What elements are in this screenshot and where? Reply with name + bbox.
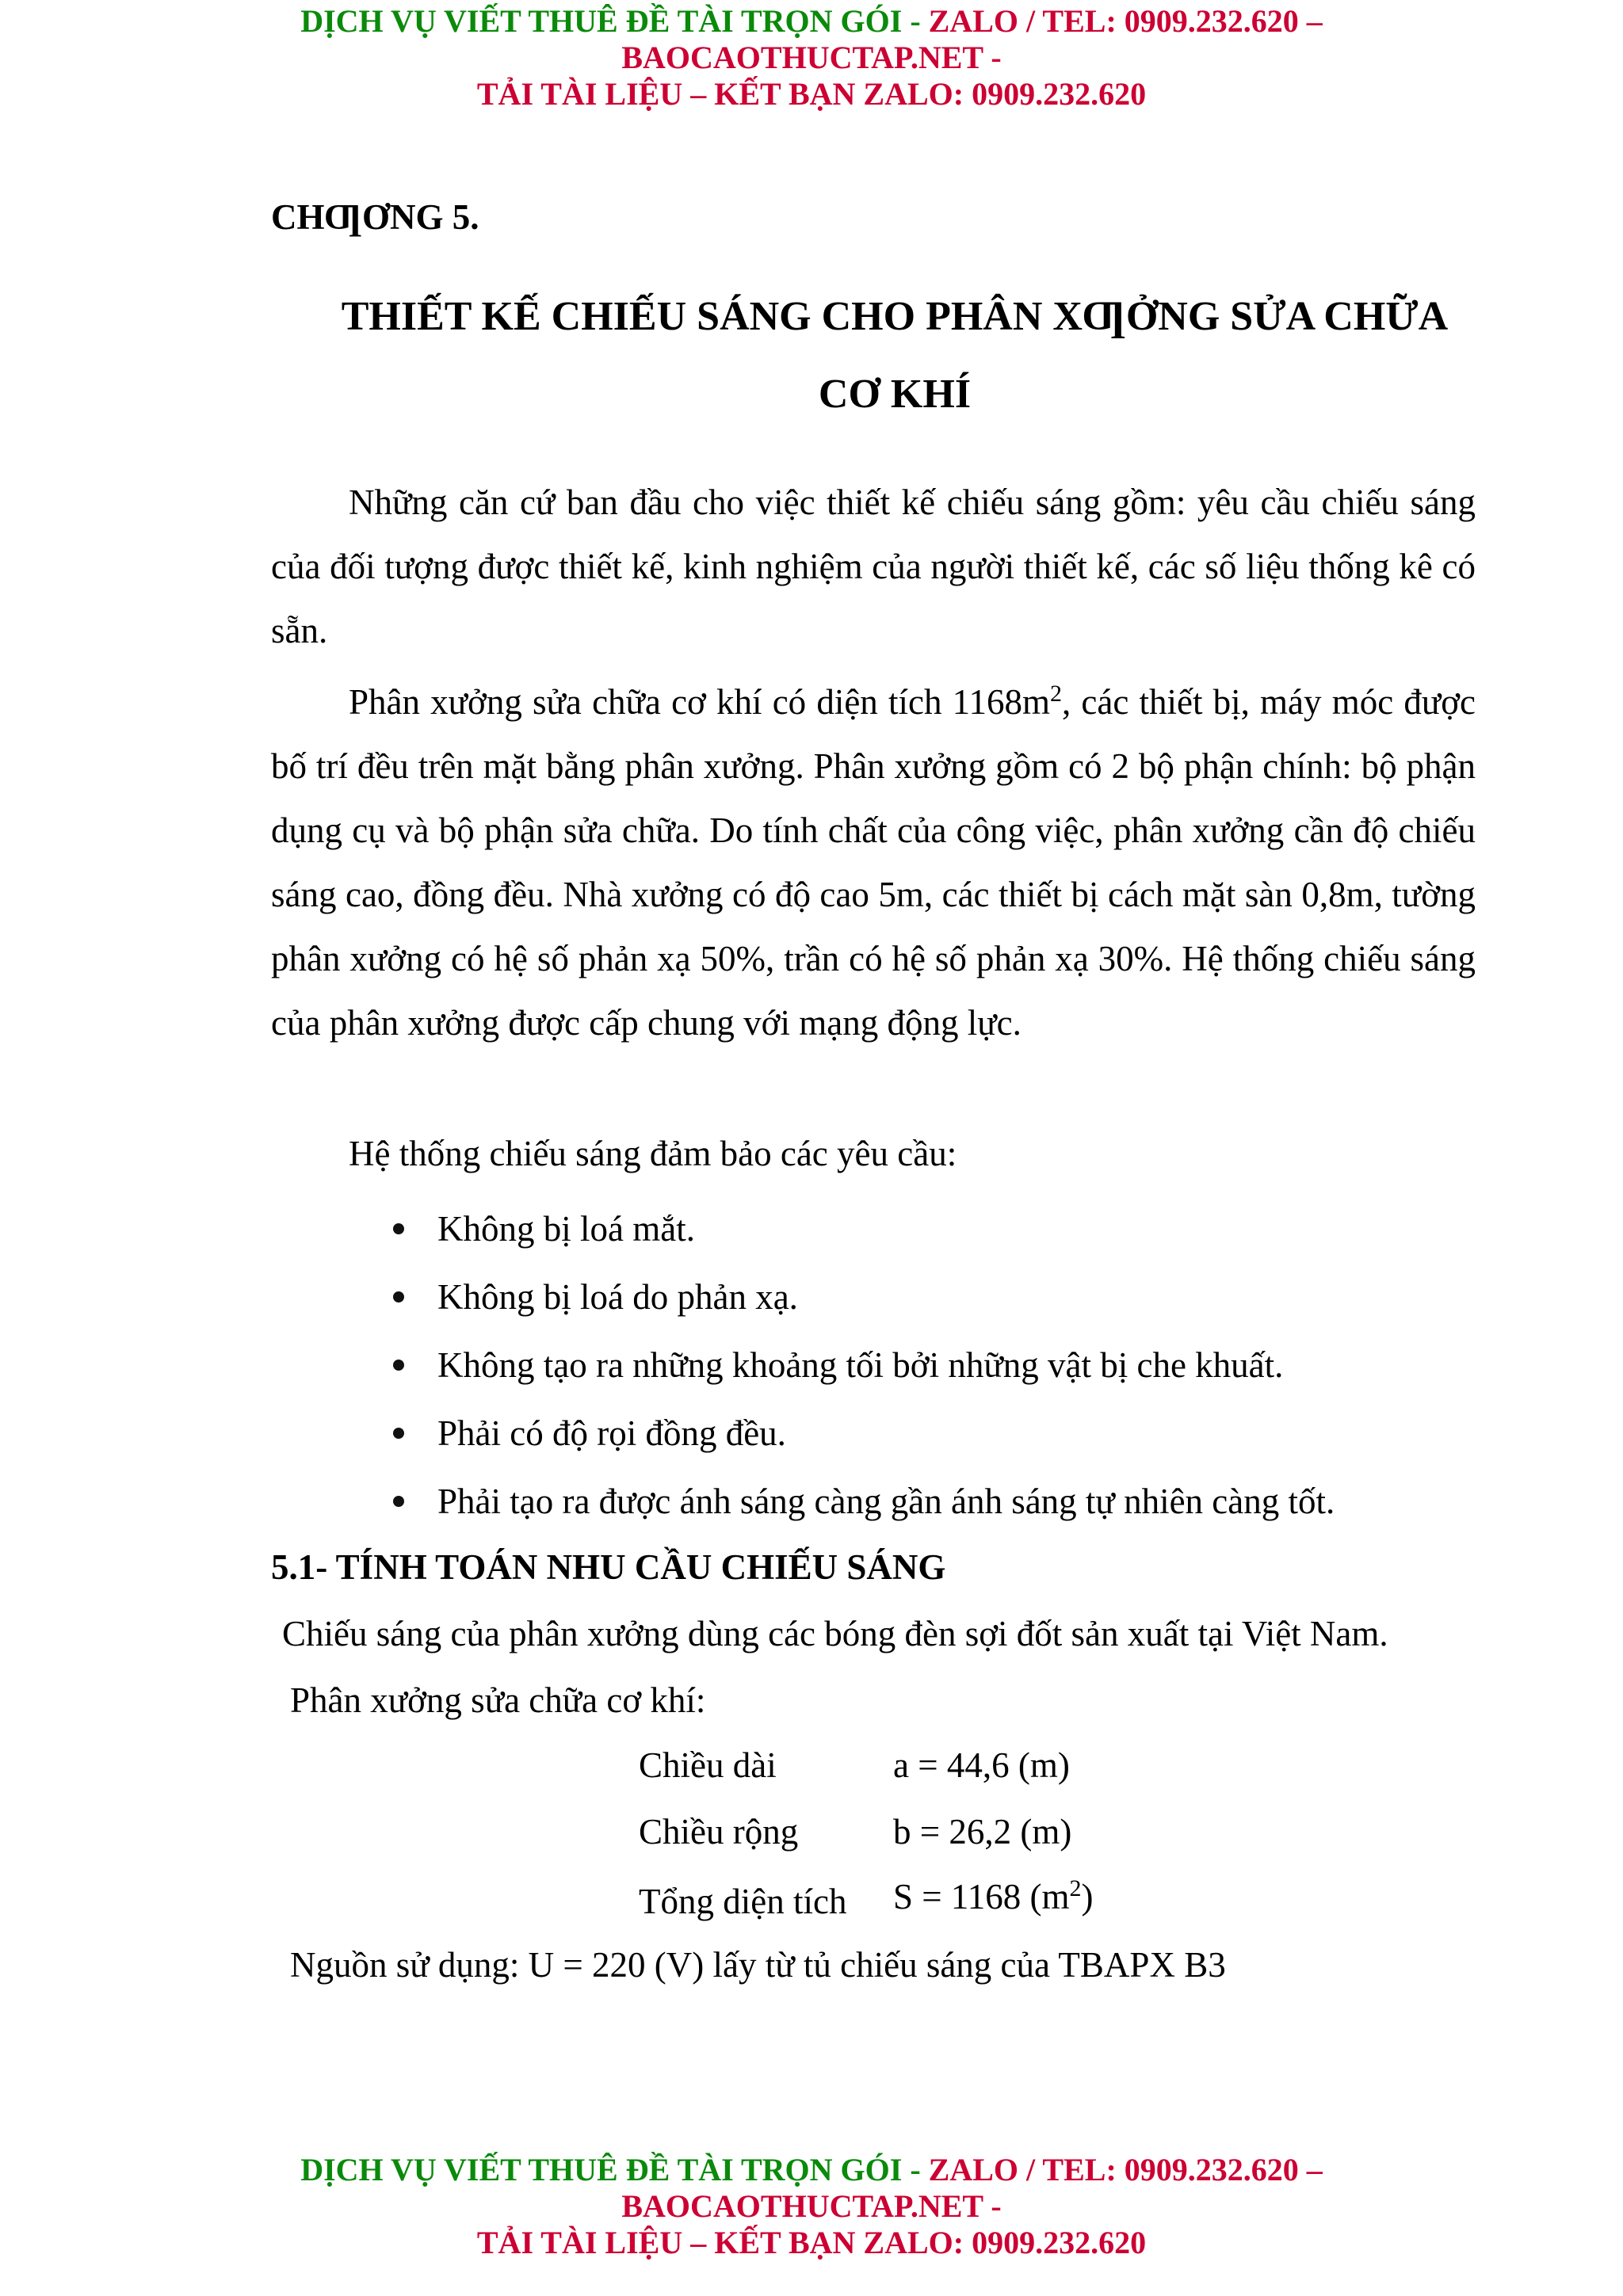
power-source-sentence: Nguồn sử dụng: U = 220 (V) lấy từ tủ chiếu sáng của TBAPX B3 (290, 1945, 1226, 1985)
chapter-title-line-2: CƠ KHÍ (818, 372, 972, 417)
lighting-source-sentence: Chiếu sáng của phân xưởng dùng các bóng đèn sợi đốt sản xuất tại Việt Nam. (282, 1614, 1388, 1653)
requirement-text: Không bị loá do phản xạ. (437, 1277, 798, 1317)
banner-website: BAOCAOTHUCTAP.NET - (621, 40, 1002, 75)
requirement-text: Không tạo ra những khoảng tối bởi những vật bị che khuất. (437, 1345, 1284, 1385)
bullet-icon (393, 1360, 404, 1371)
header-banner (0, 3, 1623, 113)
list-item (388, 1399, 1335, 1467)
banner-download-text: TẢI TÀI LIỆU – KẾT BẠN ZALO: 0909.232.620 (476, 76, 1147, 112)
list-item (388, 1331, 1335, 1399)
banner-website: BAOCAOTHUCTAP.NET - (621, 2188, 1002, 2224)
banner-contact-text: ZALO / TEL: 0909.232.620 – (920, 2152, 1323, 2187)
bullet-icon (393, 1496, 404, 1507)
requirement-text: Không bị loá mắt. (437, 1209, 695, 1249)
workshop-text-rest: , các thiết bị, máy móc được bố trí đều trên mặt bằng phân xưởng. Phân xưởng gồm có 2 bộ phận chính: bộ phận dụng cụ và bộ phận sửa chữa. Do tính chất của công việc, phân xưởng cần độ chiếu sáng cao, đồng đều. Nhà xưởng có độ cao 5m, các thiết bị cách mặt sàn 0,8m, tường phân xưởng có hệ số phản xạ 50%, trần có hệ số phản xạ 30%. Hệ thống chiếu sáng của phân xưởng được cấp chung với mạng động lực. (271, 682, 1476, 1043)
requirement-text: Phải tạo ra được ánh sáng càng gần ánh sáng tự nhiên càng tốt. (437, 1482, 1335, 1521)
banner-download-text: TẢI TÀI LIỆU – KẾT BẠN ZALO: 0909.232.620 (476, 2225, 1147, 2260)
workshop-label: Phân xưởng sửa chữa cơ khí: (290, 1680, 706, 1720)
area-value (893, 1876, 1093, 1917)
length-value: a = 44,6 (m) (893, 1745, 1070, 1785)
list-item (388, 1195, 1335, 1263)
workshop-text-start: Phân xưởng sửa chữa cơ khí có diện tích 1168m (349, 682, 1050, 722)
chapter-label: CHƢƠNG 5. (271, 197, 479, 237)
bullet-icon (393, 1291, 404, 1302)
footer-banner (0, 2152, 1623, 2261)
intro-paragraph: Những căn cứ ban đầu cho việc thiết kế chiếu sáng gồm: yêu cầu chiếu sáng của đối tượng được thiết kế, kinh nghiệm của người thiết kế, các số liệu thống kê có sẵn. (271, 482, 1476, 650)
list-item (388, 1263, 1335, 1331)
requirements-intro: Hệ thống chiếu sáng đảm bảo các yêu cầu: (349, 1134, 957, 1173)
banner-contact-text: ZALO / TEL: 0909.232.620 – (920, 3, 1323, 39)
banner-line-1 (0, 3, 1623, 40)
bullet-icon (393, 1223, 404, 1234)
banner-line-1 (0, 2152, 1623, 2188)
bullet-icon (393, 1428, 404, 1439)
length-label: Chiều dài (639, 1745, 777, 1785)
list-item (388, 1467, 1335, 1535)
requirements-list (388, 1195, 1335, 1535)
banner-service-text: DỊCH VỤ VIẾT THUÊ ĐỀ TÀI TRỌN GÓI - (300, 2152, 921, 2187)
area-superscript: 2 (1049, 681, 1062, 707)
area-unit-superscript: 2 (1069, 1875, 1082, 1901)
width-label: Chiều rộng (639, 1812, 799, 1852)
banner-service-text: DỊCH VỤ VIẾT THUÊ ĐỀ TÀI TRỌN GÓI - (300, 3, 921, 39)
area-value-text: S = 1168 (m (893, 1877, 1070, 1917)
area-label: Tổng diện tích (639, 1882, 847, 1921)
requirement-text: Phải có độ rọi đồng đều. (437, 1413, 786, 1453)
area-value-close: ) (1081, 1877, 1094, 1917)
workshop-description-paragraph (271, 670, 1476, 1055)
chapter-title-line-1: THIẾT KẾ CHIẾU SÁNG CHO PHÂN XƢỞNG SỬA CHỮA (341, 294, 1449, 339)
width-value: b = 26,2 (m) (893, 1812, 1072, 1852)
section-heading: 5.1- TÍNH TOÁN NHU CẦU CHIẾU SÁNG (271, 1547, 946, 1587)
